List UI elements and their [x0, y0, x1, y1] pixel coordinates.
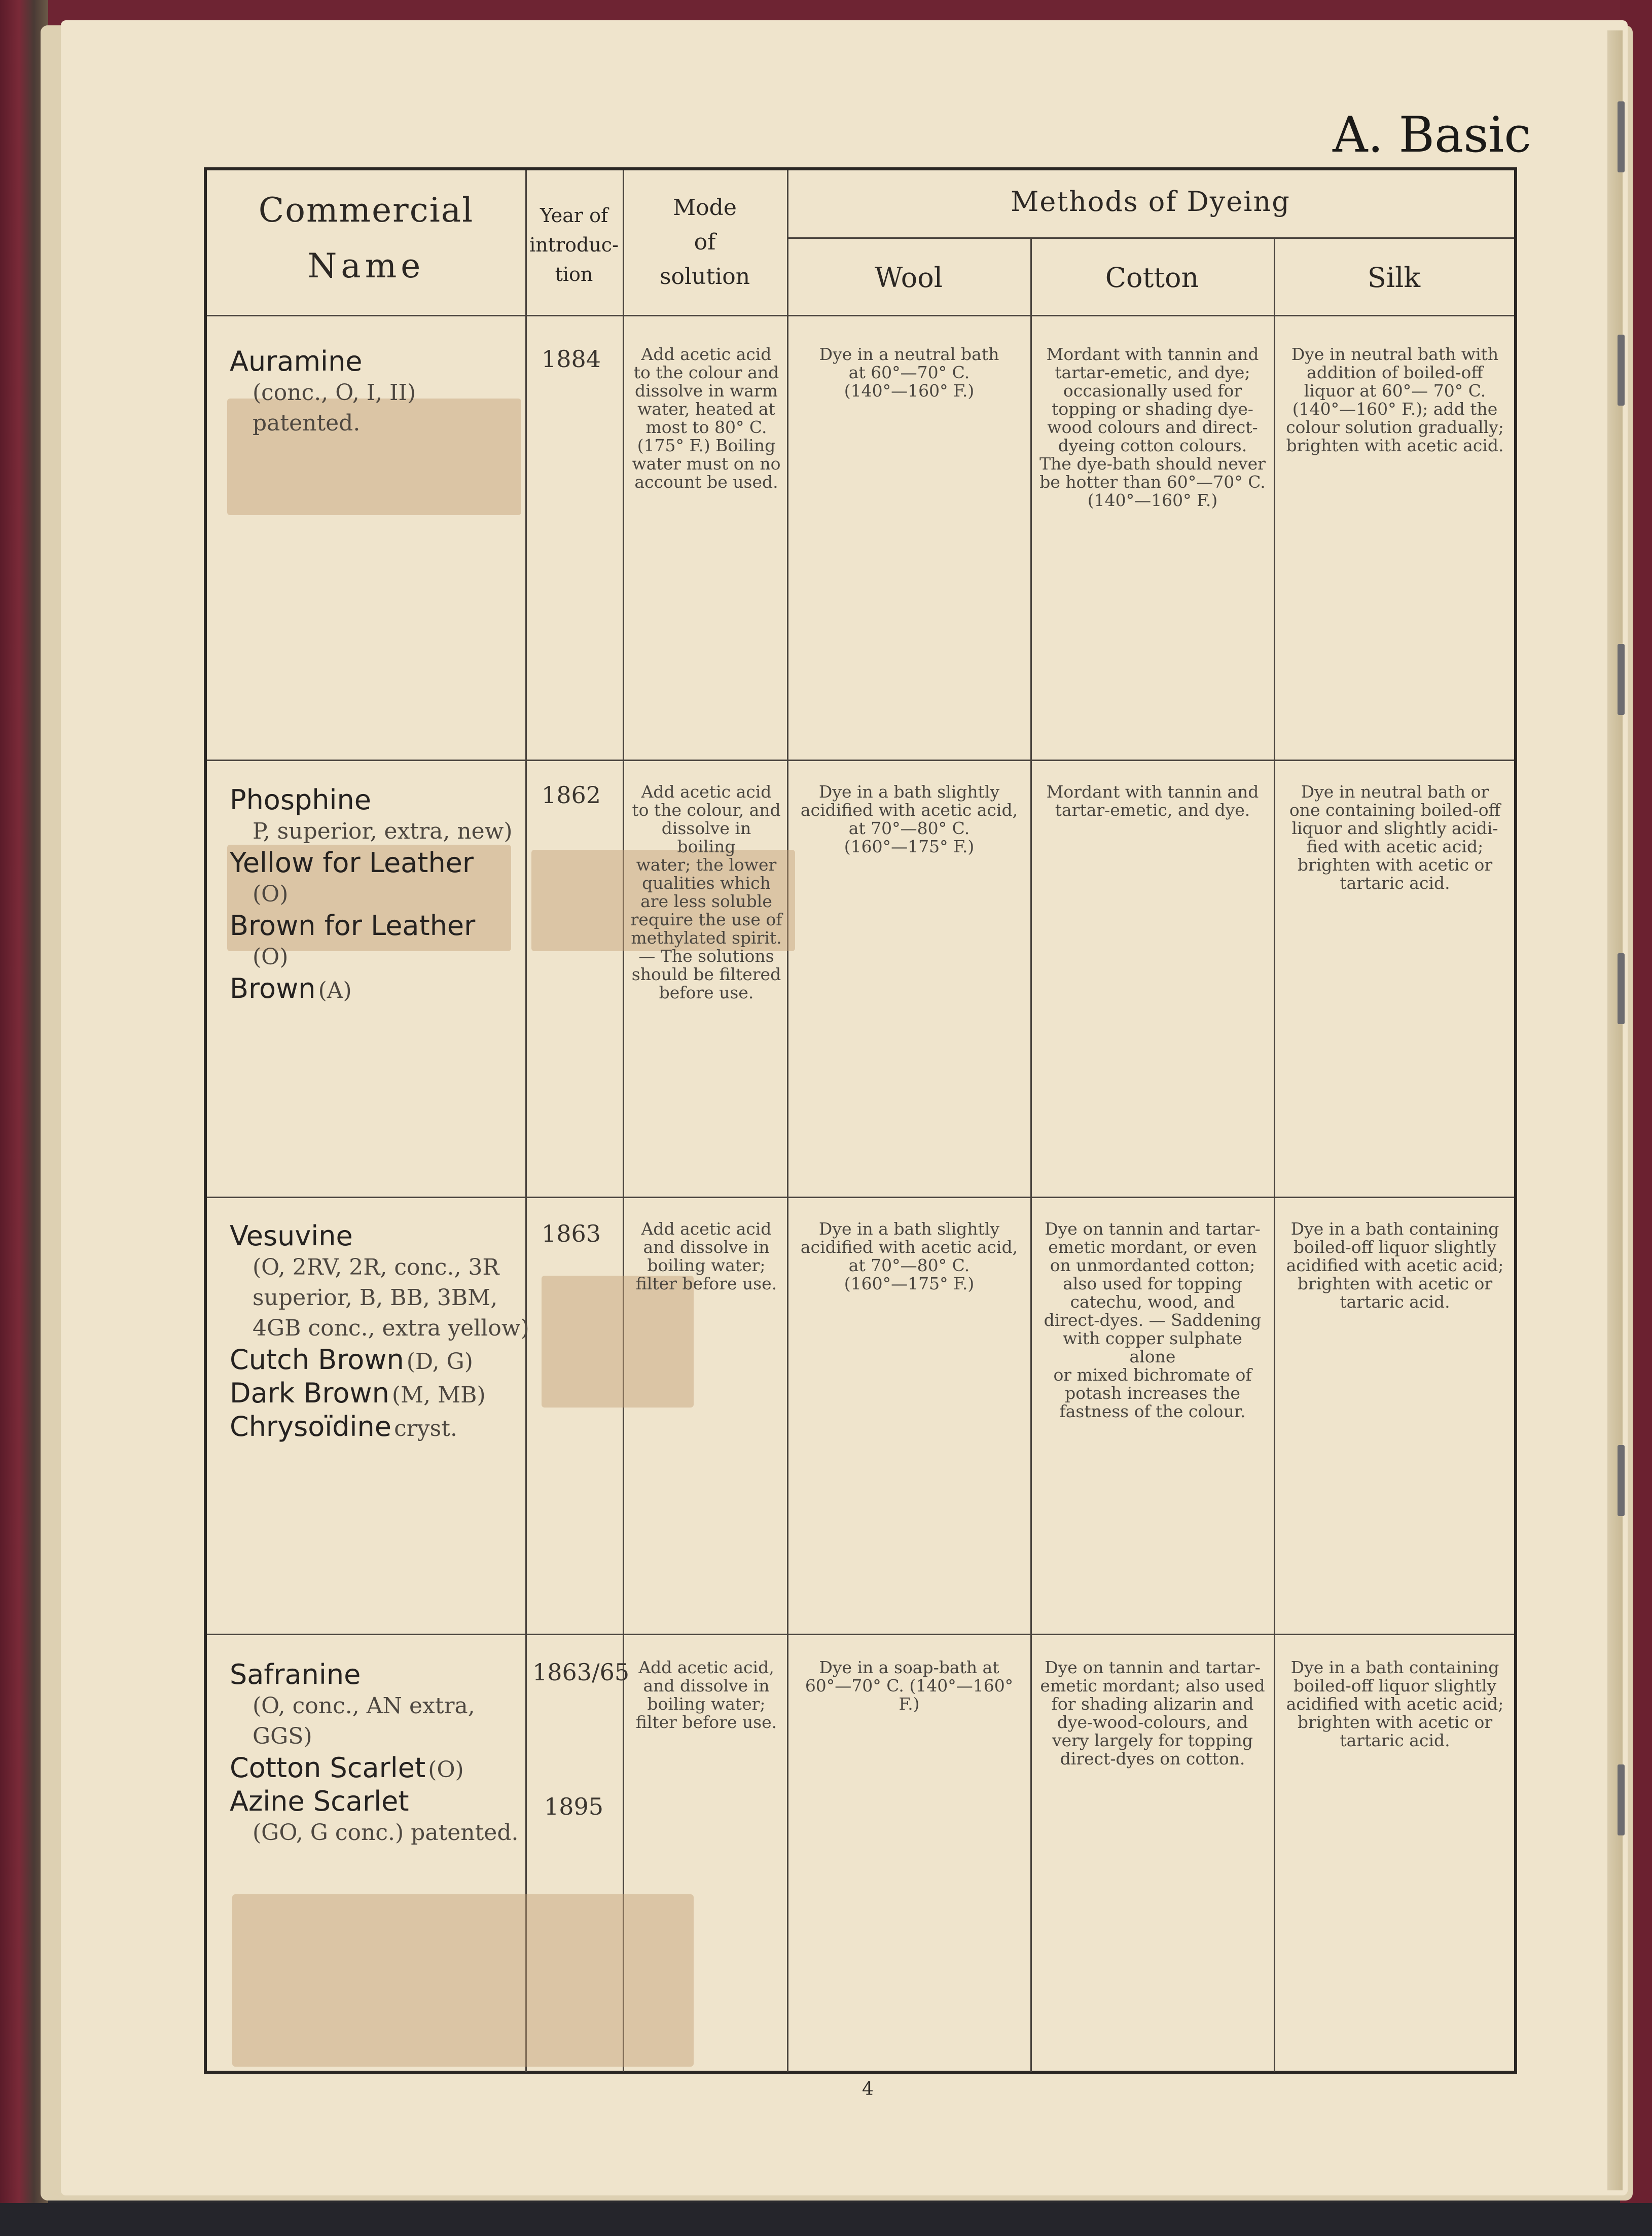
- col-divider: [623, 170, 624, 2072]
- header-cotton: Cotton: [1105, 262, 1199, 294]
- binding-mark: [1618, 1764, 1625, 1835]
- dye-variants: (GO, G conc.) patented.: [253, 1820, 519, 1846]
- header-silk: Silk: [1367, 262, 1421, 294]
- header-mode: Mode of solution: [659, 195, 750, 290]
- row-3-wool: Dye in a bath slightly acidified with acetic acid, at 70°—80° C. (160°—175° F.): [800, 1219, 1018, 1293]
- dye-variants: 4GB conc., extra yellow): [253, 1315, 529, 1341]
- header-bottom-line: [207, 315, 1514, 316]
- dye-variants: GGS): [253, 1723, 312, 1749]
- dye-name: Auramine: [230, 345, 363, 377]
- dye-variants: (O, 2RV, 2R, conc., 3R: [253, 1254, 499, 1280]
- dye-name: Safranine: [230, 1658, 361, 1690]
- dye-name-line: [230, 1377, 524, 1411]
- book-cover-bottom: [0, 2203, 1652, 2236]
- binding-mark: [1618, 335, 1625, 406]
- dye-variants: cryst.: [394, 1416, 457, 1441]
- dye-name-line: [230, 1344, 524, 1377]
- binding-mark: [1618, 644, 1625, 715]
- dye-name-line: [230, 972, 514, 1006]
- dye-variants: (conc., O, I, II) patented.: [253, 380, 416, 436]
- col-divider: [1030, 239, 1032, 2072]
- row-4-silk: Dye in a bath containing boiled-off liquor slightly acidified with acetic acid; brighten with acetic or tartaric acid.: [1286, 1657, 1504, 1750]
- header-methods-of-dyeing: Methods of Dyeing: [1011, 186, 1290, 218]
- binding-mark: [1618, 1445, 1625, 1516]
- dye-name: Vesuvine: [230, 1220, 353, 1252]
- row-4-cotton: Dye on tannin and tartar- emetic mordant; also used for shading alizarin and dye-wood-colours, and very largely for topping direct-dyes on cotton.: [1040, 1657, 1265, 1769]
- dye-name: Chrysoïdine: [230, 1411, 391, 1442]
- row-3-cotton: Dye on tannin and tartar- emetic mordant, or even on unmordanted cotton; also used for topping catechu, wood, and direct-dyes. — Saddening with copper sulphate alone or mixed bichromate of potash increases the fastness of the colour.: [1044, 1219, 1262, 1421]
- dye-variants: (O): [253, 881, 289, 907]
- row-3-silk: Dye in a bath containing boiled-off liquor slightly acidified with acetic acid; brighten with acetic or tartaric acid.: [1286, 1219, 1504, 1312]
- binding-mark: [1618, 101, 1625, 172]
- dye-name: Dark Brown: [230, 1377, 389, 1409]
- row-4-mode: Add acetic acid, and dissolve in boiling water; filter before use.: [635, 1657, 777, 1732]
- col-divider: [525, 170, 527, 2072]
- header-year: Year of introduc- tion: [529, 204, 619, 285]
- colour-sample: [542, 1276, 694, 1408]
- dye-name-line: [230, 1752, 524, 1785]
- row-2-wool: Dye in a bath slightly acidified with acetic acid, at 70°—80° C. (160°—175° F.): [800, 782, 1018, 856]
- dye-name: Azine Scarlet: [230, 1785, 409, 1817]
- row-4-wool: Dye in a soap-bath at 60°—70° C. (140°—160° F.): [805, 1657, 1014, 1714]
- dye-variants: (M, MB): [391, 1382, 486, 1408]
- dye-variants: (O, conc., AN extra,: [253, 1693, 475, 1719]
- dye-name: Brown: [230, 972, 316, 1004]
- section-title: A. Basic: [1333, 106, 1531, 163]
- row-2-year: 1862: [542, 781, 601, 809]
- row-2-cotton: Mordant with tannin and tartar-emetic, and dye.: [1046, 782, 1259, 820]
- row-1-wool: Dye in a neutral bath at 60°—70° C. (140°—160° F.): [819, 344, 999, 401]
- header-divider: [787, 237, 1514, 239]
- dye-name-line: [230, 1411, 524, 1444]
- row-2-silk: Dye in neutral bath or one containing boiled-off liquor and slightly acidi- fied with acetic acid; brighten with acetic or tartaric acid.: [1289, 782, 1501, 893]
- dye-name: Brown for Leather: [230, 910, 476, 942]
- dye-variants: (O): [253, 944, 289, 970]
- row-1-year: 1884: [542, 345, 601, 373]
- dye-variants: (A): [318, 978, 352, 1003]
- row-2-names: [230, 784, 514, 1006]
- col-divider: [1274, 239, 1275, 2072]
- row-4-year-2: 1895: [544, 1793, 604, 1820]
- page-number: 4: [862, 2079, 874, 2100]
- header-wool: Wool: [874, 262, 943, 294]
- dye-variants: (D, G): [406, 1349, 473, 1375]
- dye-variants: P, superior, extra, new): [253, 818, 513, 844]
- colour-sample: [232, 1894, 694, 2067]
- dye-name: Cutch Brown: [230, 1344, 404, 1376]
- dye-table: [204, 167, 1517, 2074]
- row-3-year: 1863: [542, 1220, 601, 1247]
- row-1-mode: Add acetic acid to the colour and dissolve in warm water, heated at most to 80° C. (175° F.) Boiling water must on no account be used.: [632, 344, 781, 492]
- row-divider: [207, 760, 1514, 761]
- row-3-mode: Add acetic acid and dissolve in boiling water; filter before use.: [635, 1219, 777, 1293]
- col-divider: [787, 170, 788, 2072]
- dye-variants: superior, B, BB, 3BM,: [253, 1285, 498, 1311]
- row-2-mode: Add acetic acid to the colour, and dissolve in boiling water; the lower qualities which are less soluble require the use of methylated spirit. — The solutions should be filtered before use.: [630, 782, 782, 1002]
- row-3-names: [230, 1220, 529, 1444]
- header-name: Name: [307, 246, 425, 285]
- row-4-year: 1863/65: [532, 1658, 630, 1686]
- dye-name: Phosphine: [230, 784, 371, 816]
- row-1-silk: Dye in neutral bath with addition of boiled-off liquor at 60°— 70° C. (140°—160° F.); add the colour solution gradually; brighten with acetic acid.: [1286, 344, 1504, 455]
- row-1-names: [230, 345, 514, 439]
- dye-name: Cotton Scarlet: [230, 1752, 426, 1784]
- binding-mark: [1618, 953, 1625, 1024]
- row-1-cotton: Mordant with tannin and tartar-emetic, and dye; occasionally used for topping or shading dye- wood colours and direct- dyeing cotton colours. The dye-bath should never be hotter than 60°—70° C. (140°—160° F.): [1039, 344, 1266, 510]
- row-4-names: [230, 1658, 524, 1848]
- dye-variants: (O): [428, 1757, 464, 1783]
- row-divider: [207, 1197, 1514, 1198]
- row-divider: [207, 1634, 1514, 1635]
- header-commercial: Commercial: [258, 191, 474, 230]
- dye-name: Yellow for Leather: [230, 847, 474, 879]
